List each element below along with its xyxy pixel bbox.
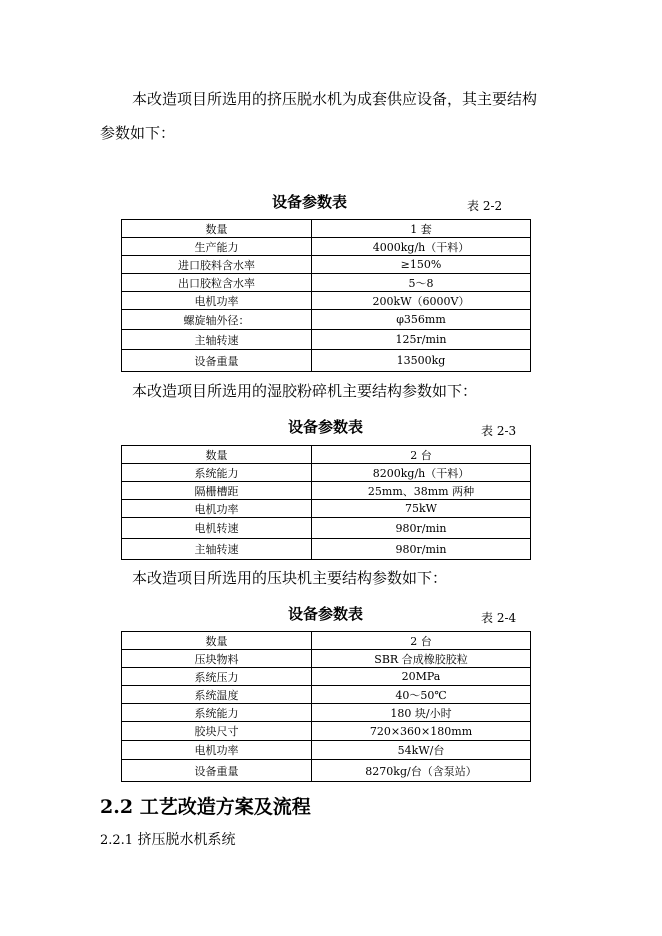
- param-value: φ356mm: [312, 310, 531, 330]
- param-value: 40～50℃: [312, 686, 531, 704]
- paragraph-2: 本改造项目所选用的湿胶粉碎机主要结构参数如下：: [132, 382, 478, 400]
- table-row: [122, 274, 531, 292]
- param-key: 系统压力: [122, 668, 312, 686]
- table-row: [122, 704, 531, 722]
- param-value: 8200kg/h（干料）: [312, 464, 531, 482]
- param-key: 系统温度: [122, 686, 312, 704]
- param-key: 设备重量: [122, 760, 312, 782]
- table-row: [122, 650, 531, 668]
- param-key: 主轴转速: [122, 539, 312, 560]
- param-key: 胶块尺寸: [122, 722, 312, 741]
- table1-title: 设备参数表: [272, 193, 348, 211]
- param-value: 980r/min: [312, 539, 531, 560]
- param-key: 设备重量: [122, 350, 312, 372]
- param-key: 系统能力: [122, 464, 312, 482]
- table-row: [122, 686, 531, 704]
- table3-title: 设备参数表: [288, 605, 364, 623]
- section-heading: [100, 792, 311, 819]
- param-key: 电机转速: [122, 518, 312, 539]
- param-value: 13500kg: [312, 350, 531, 372]
- param-key: 系统能力: [122, 704, 312, 722]
- param-key: 出口胶粒含水率: [122, 274, 312, 292]
- param-key: 电机功率: [122, 741, 312, 760]
- table-row: [122, 500, 531, 518]
- param-key: 进口胶料含水率: [122, 256, 312, 274]
- param-key: 电机功率: [122, 292, 312, 310]
- param-key: 数量: [122, 220, 312, 238]
- param-key: 压块物料: [122, 650, 312, 668]
- param-key: 主轴转速: [122, 330, 312, 350]
- table-row: [122, 464, 531, 482]
- param-value: 4000kg/h（干料）: [312, 238, 531, 256]
- param-key: 生产能力: [122, 238, 312, 256]
- table-row: [122, 330, 531, 350]
- table1-number: 表 2-2: [467, 199, 503, 213]
- param-value: 125r/min: [312, 330, 531, 350]
- param-key: 数量: [122, 632, 312, 650]
- param-key: 数量: [122, 446, 312, 464]
- subsection-number: 2.2.1: [100, 833, 134, 848]
- param-key: 螺旋轴外径：: [122, 310, 312, 330]
- table-row: [122, 760, 531, 782]
- table-row: [122, 518, 531, 539]
- param-value: 2 台: [312, 632, 531, 650]
- table-row: [122, 292, 531, 310]
- table3-number: 表 2-4: [481, 611, 517, 625]
- param-value: 20MPa: [312, 668, 531, 686]
- table-row: [122, 446, 531, 464]
- param-value: SBR 合成橡胶胶粒: [312, 650, 531, 668]
- table-row: [122, 539, 531, 560]
- table-row: [122, 238, 531, 256]
- param-value: 2 台: [312, 446, 531, 464]
- paragraph-3: 本改造项目所选用的压块机主要结构参数如下：: [132, 569, 448, 587]
- table-row: [122, 741, 531, 760]
- param-key: 隔栅槽距: [122, 482, 312, 500]
- param-value: 980r/min: [312, 518, 531, 539]
- table-row: [122, 220, 531, 238]
- param-value: 200kW（6000V）: [312, 292, 531, 310]
- param-value: 1 套: [312, 220, 531, 238]
- table-row: [122, 256, 531, 274]
- table-row: [122, 482, 531, 500]
- param-key: 电机功率: [122, 500, 312, 518]
- param-value: 75kW: [312, 500, 531, 518]
- intro-line-1: 本改造项目所选用的挤压脱水机为成套供应设备，其主要结构: [132, 90, 538, 108]
- table1: [121, 219, 531, 372]
- param-value: 8270kg/台（含泵站）: [312, 760, 531, 782]
- param-value: 180 块/小时: [312, 704, 531, 722]
- param-value: 54kW/台: [312, 741, 531, 760]
- table2-number: 表 2-3: [481, 424, 517, 438]
- section-number: 2.2: [100, 796, 134, 818]
- table-row: [122, 310, 531, 330]
- subsection-heading: [100, 829, 236, 849]
- table-row: [122, 722, 531, 741]
- table3: [121, 631, 531, 782]
- table2-title: 设备参数表: [288, 418, 364, 436]
- table-row: [122, 632, 531, 650]
- intro-line-2: 参数如下：: [100, 124, 176, 142]
- section-title: 工艺改造方案及流程: [139, 796, 311, 818]
- table2: [121, 445, 531, 560]
- table-row: [122, 668, 531, 686]
- param-value: 25mm、38mm 两种: [312, 482, 531, 500]
- subsection-title: 挤压脱水机系统: [137, 832, 236, 848]
- param-value: 5～8: [312, 274, 531, 292]
- param-value: 720×360×180mm: [312, 722, 531, 741]
- param-value: ≥150%: [312, 256, 531, 274]
- table-row: [122, 350, 531, 372]
